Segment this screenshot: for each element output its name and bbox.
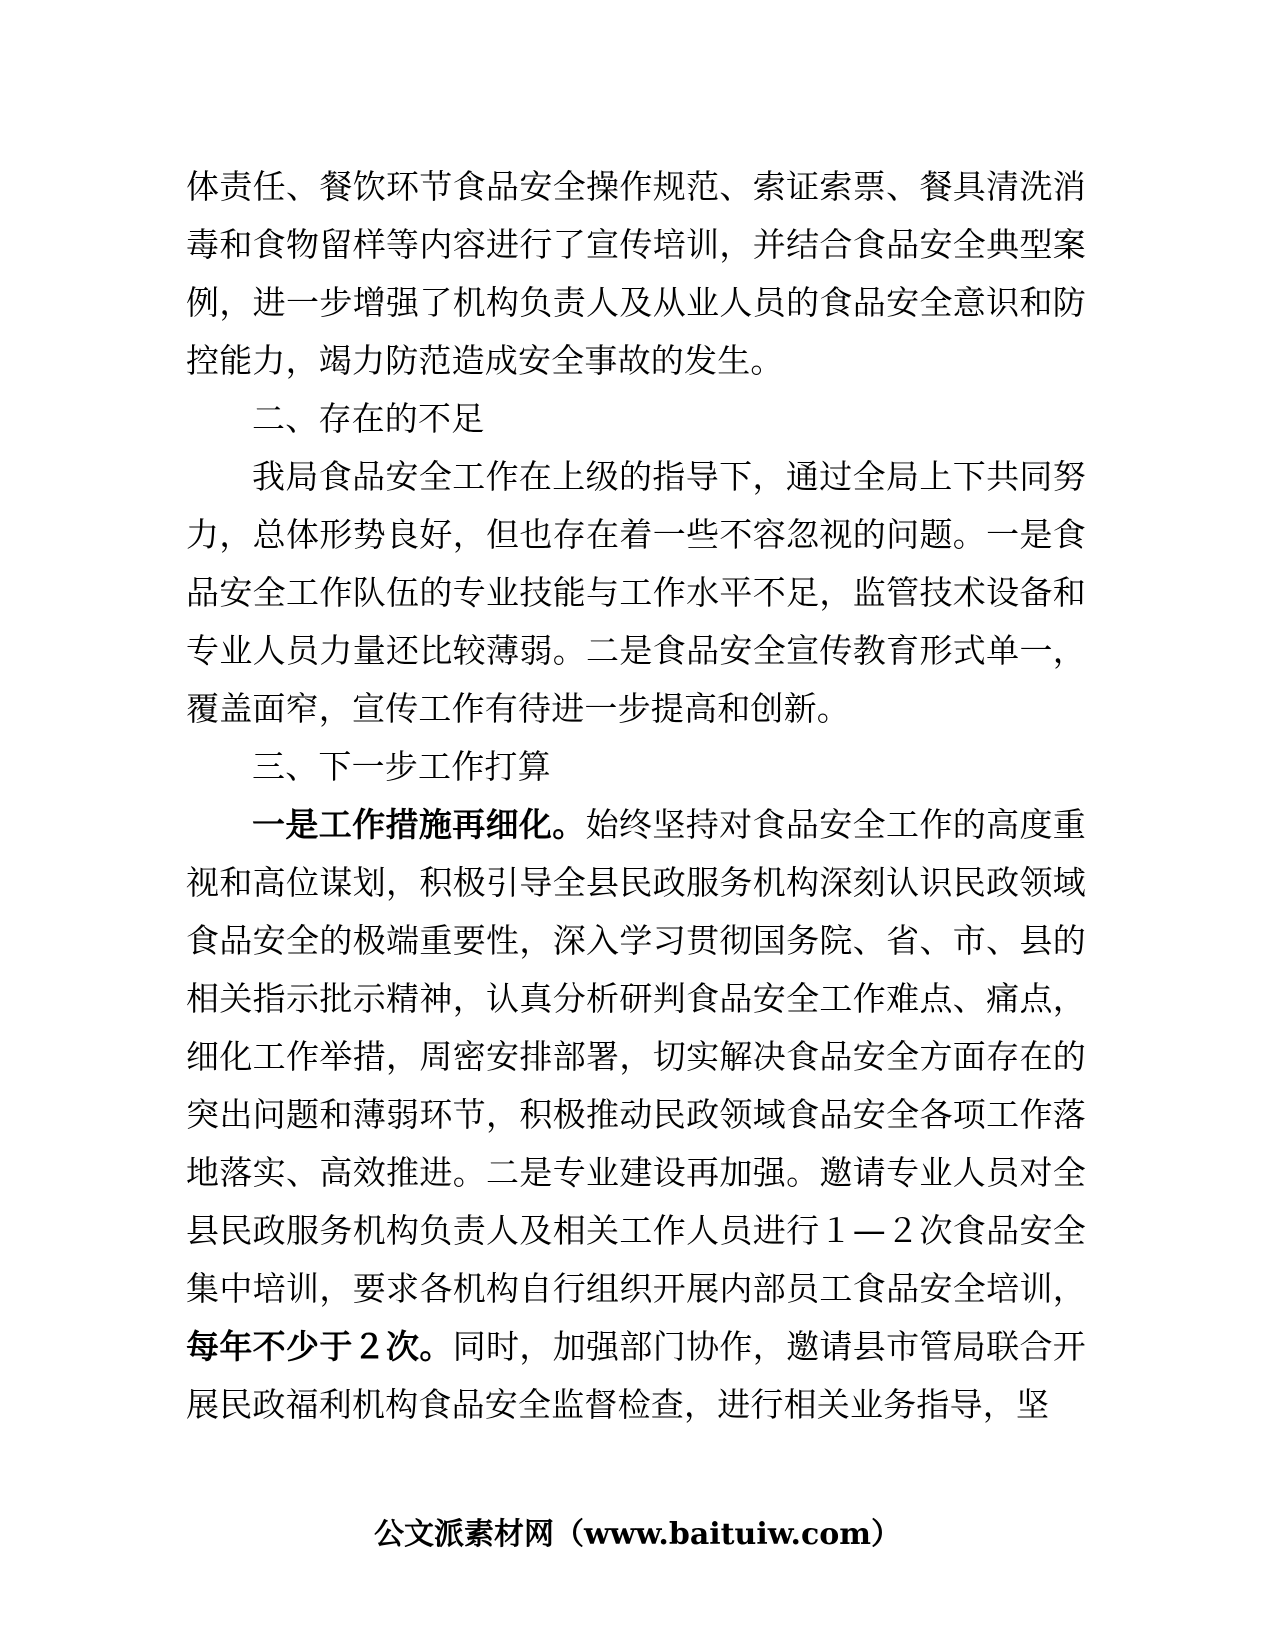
next-steps-body-3: 同时，加强部门协作，邀请县市管局联合开展民政福利机构食品安全监督检查，进行相关业务指导，坚 xyxy=(186,1327,1086,1424)
shortcomings-paragraph: 我局食品安全工作在上级的指导下，通过全局上下共同努力，总体形势良好，但也存在着一些不容忽视的问题。一是食品安全工作队伍的专业技能与工作水平不足，监管技术设备和专业人员力量还比较薄弱。二是食品安全宣传教育形式单一，覆盖面窄，宣传工作有待进一步提高和创新。 xyxy=(186,457,1086,728)
document-body xyxy=(186,158,1086,1434)
footer-watermark: 公文派素材网（www.baituiw.com） xyxy=(373,1517,902,1552)
lead-bold-text: 一是工作措施再细化。 xyxy=(252,805,586,844)
next-steps-body-2: 二是专业建设再加强。邀请专业人员对全县民政服务机构负责人及相关工作人员进行１—２次食品安全集中培训，要求各机构自行组织开展内部员工食品安全培训， xyxy=(186,1153,1086,1308)
next-steps-paragraph xyxy=(186,796,1086,1434)
section-heading-next-steps: 三、下一步工作打算 xyxy=(252,747,551,786)
continuation-paragraph: 体责任、餐饮环节食品安全操作规范、索证索票、餐具清洗消毒和食物留样等内容进行了宣传培训，并结合食品安全典型案例，进一步增强了机构负责人及从业人员的食品安全意识和防控能力，竭力防范造成安全事故的发生。 xyxy=(186,167,1086,380)
training-frequency-bold: 每年不少于２次。 xyxy=(186,1327,453,1366)
section-heading-shortcomings: 二、存在的不足 xyxy=(252,399,485,438)
next-steps-body-1: 始终坚持对食品安全工作的高度重视和高位谋划，积极引导全县民政服务机构深刻认识民政领域食品安全的极端重要性，深入学习贯彻国务院、省、市、县的相关指示批示精神，认真分析研判食品安全工作难点、痛点，细化工作举措，周密安排部署，切实解决食品安全方面存在的突出问题和薄弱环节，积极推动民政领域食品安全各项工作落地落实、高效推进。 xyxy=(186,805,1087,1192)
